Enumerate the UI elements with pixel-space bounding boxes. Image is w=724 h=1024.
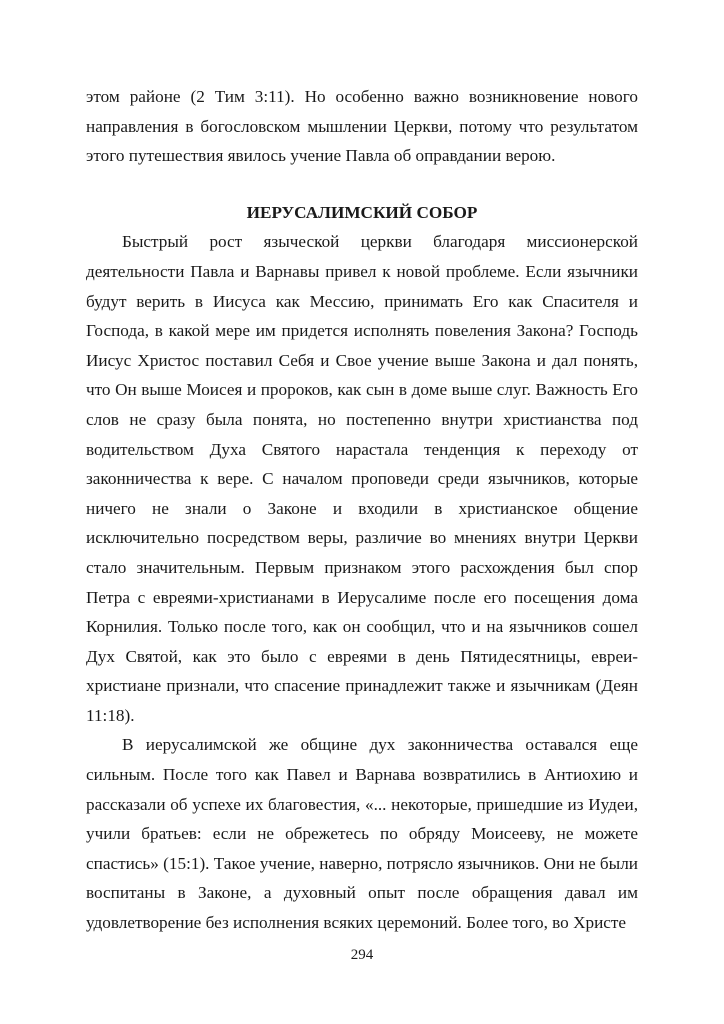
text-line: В иерусалимской же общине дух законничества оставался еще bbox=[122, 735, 638, 755]
document-page bbox=[86, 82, 638, 938]
text-line: Иисус Христос поставил Себя и Свое учение выше Закона и дал понять, bbox=[86, 350, 638, 370]
text-line: стало значительным. Первым признаком этого расхождения был спор bbox=[86, 557, 638, 577]
text-line: спастись» (15:1). Такое учение, наверно, потрясло язычников. Они не были bbox=[86, 853, 638, 873]
text-line: удовлетворение без исполнения всяких церемоний. Более того, во Христе bbox=[86, 913, 627, 933]
text-line: христиане признали, что спасение принадлежит также и язычникам (Деян bbox=[86, 676, 638, 696]
text-line: Дух Святой, как это было с евреями в день Пятидесятницы, евреи- bbox=[86, 646, 638, 666]
text-line: деятельности Павла и Варнавы привел к новой проблеме. Если язычники bbox=[86, 261, 638, 281]
text-line: ничего не знали о Законе и входили в христианское общение bbox=[86, 498, 638, 518]
text-line: Петра с евреями-христианами в Иерусалиме после его посещения дома bbox=[86, 587, 638, 607]
text-line: воспитаны в Законе, а духовный опыт после обращения давал им bbox=[86, 883, 638, 903]
text-line: рассказали об успехе их благовестия, «... некоторые, пришедшие из Иудеи, bbox=[86, 794, 638, 814]
text-line: этом районе (2 Тим 3:11). Но особенно важно возникновение нового bbox=[86, 87, 638, 106]
text-line: Корнилия. Только после того, как он сообщил, что и на язычников сошел bbox=[86, 617, 638, 637]
text-line: направления в богословском мышлении Церкви, потому что результатом bbox=[86, 116, 638, 136]
text-line: водительством Духа Святого нарастала тенденция к переходу от bbox=[86, 439, 638, 459]
text-line: законничества к вере. С началом проповеди среди язычников, которые bbox=[86, 469, 638, 489]
text-line: Быстрый рост языческой церкви благодаря миссионерской bbox=[122, 232, 638, 252]
text-line: исключительно посредством веры, различие во мнениях внутри Церкви bbox=[86, 528, 638, 548]
text-line: будут верить в Иисуса как Мессию, принимать Его как Спасителя и bbox=[86, 291, 638, 311]
text-line: этого путешествия явилось учение Павла об оправдании верою. bbox=[86, 146, 556, 166]
paragraph-1 bbox=[86, 227, 638, 730]
text-line: учили братьев: если не обрежетесь по обряду Моисееву, не можете bbox=[86, 824, 638, 844]
page-number: 294 bbox=[350, 947, 374, 963]
intro-paragraph bbox=[86, 82, 638, 171]
text-line: Господа, в какой мере им придется исполнять повеления Закона? Господь bbox=[86, 321, 638, 341]
paragraph-2 bbox=[86, 730, 638, 937]
text-line: что Он выше Моисея и пророков, как сын в доме выше слуг. Важность Его bbox=[86, 380, 638, 400]
text-line: 11:18). bbox=[86, 705, 135, 725]
text-line: слов не сразу была понята, но постепенно внутри христианства под bbox=[86, 409, 638, 429]
section-heading: ИЕРУСАЛИМСКИЙ СОБОР bbox=[246, 202, 478, 222]
text-line: сильным. После того как Павел и Варнава возвратились в Антиохию и bbox=[86, 765, 638, 785]
